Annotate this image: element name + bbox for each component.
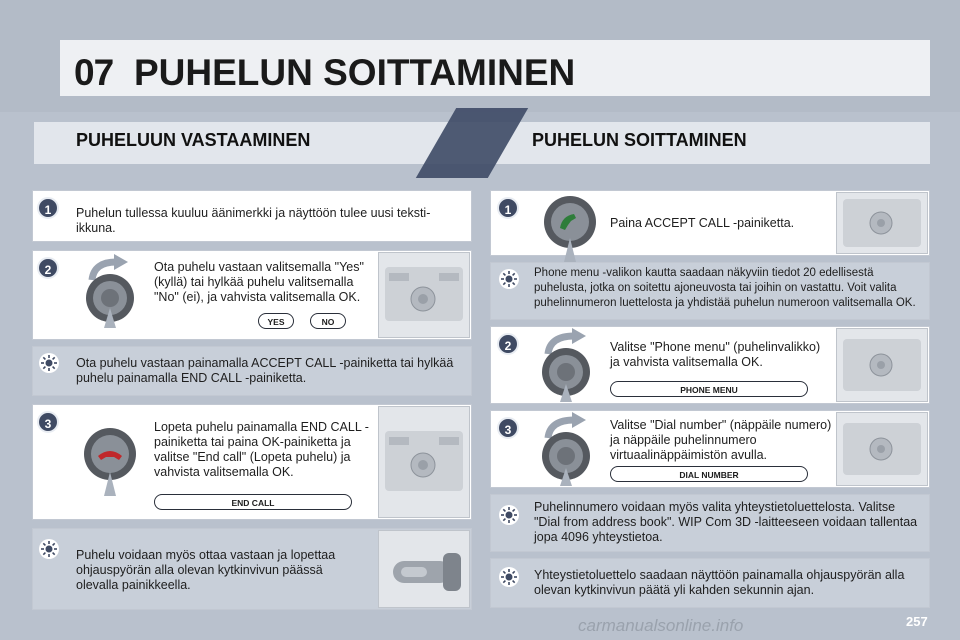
rotary-knob-icon — [534, 410, 600, 486]
radio-unit-image — [836, 412, 928, 486]
right-tip1-text: Phone menu -valikon kautta saadaan näkyviin tiedot 20 edellisestä puhelusta, jotka on soitettu ajoneuvosta tai joihin on vastattu. Voit valita puhelinnumeron luettelosta ja yhdistää puhelun numeroon valitsemalla OK. — [534, 267, 916, 309]
right-step2-text: Valitse "Phone menu" (puhelinvalikko) ja vahvista valitsemalla OK. — [610, 340, 821, 369]
step-number-badge: 1 — [37, 197, 59, 219]
no-button[interactable]: NO — [310, 313, 346, 329]
step-number-badge: 2 — [497, 333, 519, 355]
accept-call-button-icon — [538, 192, 602, 262]
step-number-badge: 2 — [37, 257, 59, 279]
radio-unit-icon — [837, 329, 927, 401]
watermark-text: carmanualsonline.info — [578, 616, 744, 635]
radio-unit-icon — [837, 413, 927, 485]
step-number-badge: 3 — [497, 417, 519, 439]
steering-stalk-icon — [379, 531, 469, 607]
page-title: PUHELUN SOITTAMINEN — [134, 52, 576, 93]
page-number: 257 — [906, 614, 928, 629]
left-step1-text: Puhelun tullessa kuuluu äänimerkki ja näyttöön tulee uusi teksti-ikkuna. — [76, 206, 431, 235]
tip-sun-icon — [498, 566, 520, 588]
radio-unit-icon — [379, 253, 469, 337]
tip-sun-icon — [38, 538, 60, 560]
radio-unit-icon — [379, 407, 469, 517]
right-tip2-text: Puhelinnumero voidaan myös valita yhteystietoluettelosta. Valitse "Dial from address book". WIP Com 3D -laitteeseen voidaan tallentaa jopa 4096 yhteystietoa. — [534, 500, 918, 544]
right-step1-text: Paina ACCEPT CALL -painiketta. — [610, 216, 795, 230]
tip-sun-icon — [498, 504, 520, 526]
yes-button[interactable]: YES — [258, 313, 294, 329]
left-tip2-text: Puhelu voidaan myös ottaa vastaan ja lopettaa ohjauspyörän alla olevan kytkinvivun päässä olevalla painikkeella. — [76, 548, 336, 592]
rotary-knob-icon — [78, 252, 142, 330]
radio-unit-image — [836, 192, 928, 254]
chapter-number: 07 — [74, 52, 114, 93]
left-step2-text: Ota puhelu vastaan valitsemalla "Yes" (kyllä) tai hylkää puhelu valitsemalla "No" (ei), ja vahvista valitsemalla OK. — [154, 260, 364, 304]
rotary-knob-icon — [534, 326, 600, 402]
step-number-badge: 1 — [497, 197, 519, 219]
dial-number-button[interactable]: DIAL NUMBER — [610, 466, 808, 482]
right-section-heading: PUHELUN SOITTAMINEN — [532, 130, 747, 150]
end-call-button-icon — [78, 420, 142, 498]
phone-menu-button[interactable]: PHONE MENU — [610, 381, 808, 397]
tip-sun-icon — [498, 268, 520, 290]
end-call-button[interactable]: END CALL — [154, 494, 352, 510]
radio-unit-icon — [837, 193, 927, 253]
radio-unit-image — [378, 252, 470, 338]
left-step3-text: Lopeta puhelu painamalla END CALL -painiketta tai paina OK-painiketta ja valitse "End call" (Lopeta puhelu) ja vahvista valitsemalla OK. — [154, 420, 369, 479]
tip-sun-icon — [38, 352, 60, 374]
right-tip3-text: Yhteystietoluettelo saadaan näyttöön painamalla ohjauspyörän alla olevan kytkinvivun päätä yli kahden sekunnin ajan. — [534, 568, 905, 597]
left-section-heading: PUHELUUN VASTAAMINEN — [76, 130, 311, 150]
step-number-badge: 3 — [37, 411, 59, 433]
right-step3-text: Valitse "Dial number" (näppäile numero) ja näppäile puhelinnumero virtuaalinäppäimistön avulla. — [610, 418, 832, 462]
left-tip1-text: Ota puhelu vastaan painamalla ACCEPT CALL -painiketta tai hylkää puhelu painamalla END CALL -painiketta. — [76, 356, 454, 385]
radio-unit-image — [836, 328, 928, 402]
radio-unit-image — [378, 406, 470, 518]
stalk-switch-image — [378, 530, 470, 608]
